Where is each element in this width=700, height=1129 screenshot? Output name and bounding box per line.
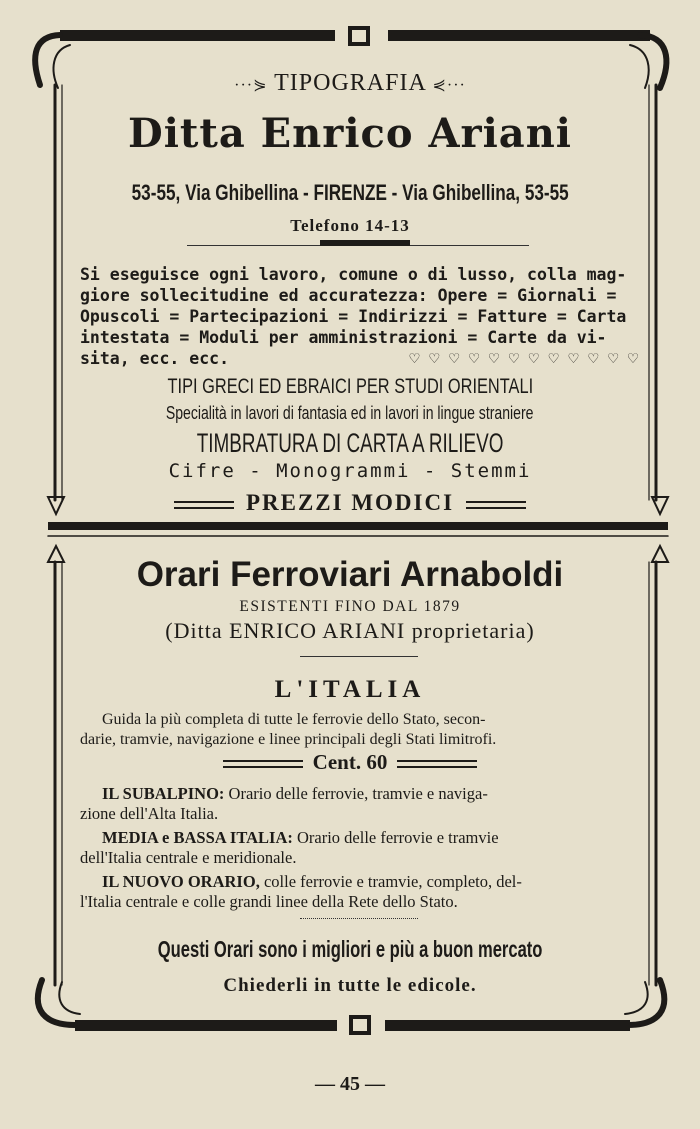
subalpino-line: Orario delle ferrovie, tramvie e naviga- bbox=[228, 784, 488, 803]
body-line: Si eseguisce ogni lavoro, comune o di lusso, colla mag- bbox=[80, 265, 627, 284]
italia-line: darie, tramvie, navigazione e linee principali degli Stati limitrofi. bbox=[80, 731, 497, 748]
subalpino-first-line bbox=[102, 784, 640, 804]
ad1-header bbox=[0, 70, 700, 97]
greek-hebrew: TIPI GRECI ED EBRAICI PER STUDI ORIENTALI bbox=[167, 375, 533, 398]
embossing-line bbox=[0, 428, 700, 459]
best-line bbox=[0, 936, 700, 963]
media-line: dell'Italia centrale e meridionale. bbox=[80, 848, 297, 867]
specialty: Specialità in lavori di fantasia ed in lavori in lingue straniere bbox=[166, 403, 534, 423]
embossing: TIMBRATURA DI CARTA A RILIEVO bbox=[196, 428, 504, 458]
header-left-ornament: ···⋟ bbox=[234, 77, 268, 94]
specialty-line bbox=[0, 403, 700, 424]
nuovo-block bbox=[80, 872, 640, 912]
phone: Telefono 14-13 bbox=[290, 216, 410, 235]
arnaboldi-title: Orari Ferroviari Arnaboldi bbox=[136, 555, 564, 594]
items: Cifre - Monogrammi - Stemmi bbox=[168, 460, 532, 482]
divider-2 bbox=[300, 656, 418, 657]
price-right-rule bbox=[397, 760, 477, 768]
subalpino-line: zione dell'Alta Italia. bbox=[80, 804, 219, 823]
italia-desc bbox=[80, 710, 639, 750]
media-block bbox=[80, 828, 640, 868]
subalpino-block bbox=[80, 784, 640, 824]
divider-1-ornament bbox=[320, 240, 410, 246]
nuovo-name: IL NUOVO ORARIO, bbox=[102, 872, 260, 891]
price: Cent. 60 bbox=[312, 750, 388, 774]
address: 53-55, Via Ghibellina - FIRENZE - Via Ghibellina, 53-55 bbox=[131, 180, 569, 205]
prices: PREZZI MODICI bbox=[245, 490, 455, 515]
since: ESISTENTI FINO DAL 1879 bbox=[239, 598, 461, 615]
best: Questi Orari sono i migliori e più a buon mercato bbox=[157, 936, 543, 962]
prices-left-rule bbox=[174, 501, 234, 509]
last-line-text: sita, ecc. ecc. bbox=[80, 349, 230, 368]
media-name: MEDIA e BASSA ITALIA: bbox=[102, 828, 293, 847]
nuovo-first-line bbox=[102, 872, 640, 892]
greek-hebrew-line bbox=[0, 374, 700, 399]
italia-line: Guida la più completa di tutte le ferrovie dello Stato, secon- bbox=[102, 711, 486, 728]
body-line: Opuscoli = Partecipazioni = Indirizzi = Fatture = Carta bbox=[80, 307, 627, 326]
header-word: TIPOGRAFIA bbox=[274, 70, 426, 96]
price-line bbox=[0, 750, 700, 775]
firm-name: Ditta Enrico Ariani bbox=[128, 110, 572, 157]
owner: (Ditta ENRICO ARIANI proprietaria) bbox=[165, 618, 535, 643]
price-left-rule bbox=[223, 760, 303, 768]
italia-title: L'ITALIA bbox=[274, 676, 426, 703]
ad1-body bbox=[80, 264, 638, 369]
body-line: intestata = Moduli per amministrazioni = Carte da vi- bbox=[80, 328, 607, 347]
ask: Chiederli in tutte le edicole. bbox=[223, 975, 477, 996]
page-number: — 45 — bbox=[315, 1073, 385, 1095]
prices-right-rule bbox=[466, 501, 526, 509]
nuovo-line: colle ferrovie e tramvie, completo, del- bbox=[263, 872, 522, 891]
nuovo-line: l'Italia centrale e colle grandi linee della Rete dello Stato. bbox=[80, 892, 458, 911]
prices-line bbox=[0, 490, 700, 516]
body-line: giore sollecitudine ed accuratezza: Opere = Giornali = bbox=[80, 286, 617, 305]
body-last-line bbox=[80, 348, 638, 369]
address-line bbox=[0, 180, 700, 206]
media-line: Orario delle ferrovie e tramvie bbox=[296, 828, 499, 847]
media-first-line bbox=[102, 828, 640, 848]
divider-3 bbox=[300, 918, 418, 919]
ornament-row: ♡ ♡ ♡ ♡ ♡ ♡ ♡ ♡ ♡ ♡ ♡ ♡ bbox=[409, 349, 638, 368]
header-right-ornament: ⋞··· bbox=[432, 77, 466, 94]
subalpino-name: IL SUBALPINO: bbox=[102, 784, 225, 803]
